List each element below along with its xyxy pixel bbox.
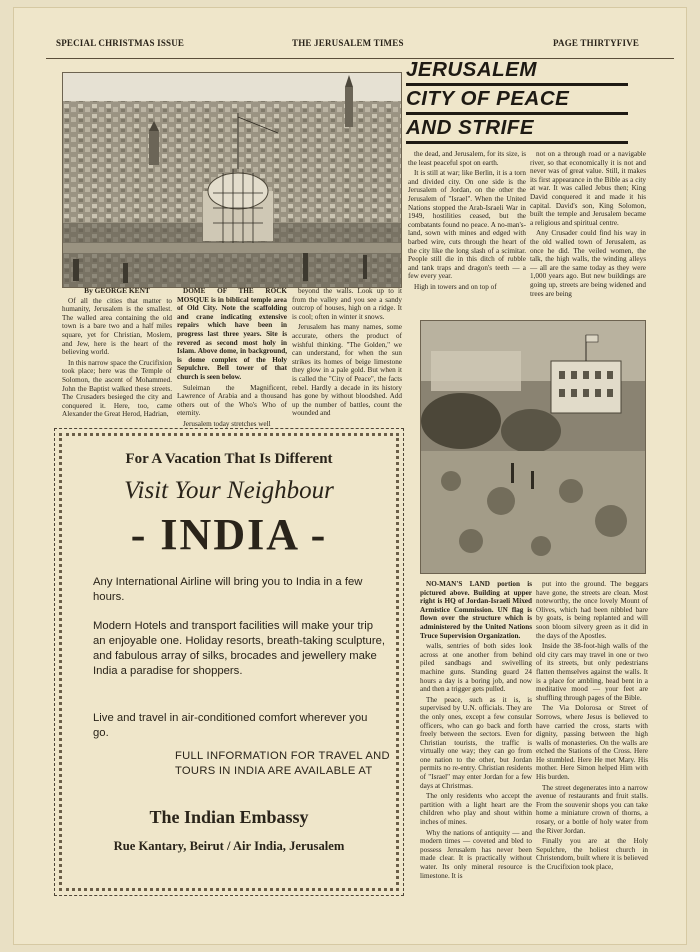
headline-rule: [406, 83, 628, 86]
article-paragraph: Finally you are at the Holy Sepulchre, the holiest church in Christendom, built where it is believed the Crucifixion took place,: [536, 837, 648, 871]
no-mans-land-photo: [420, 320, 646, 574]
headline-rule: [406, 141, 628, 144]
article-paragraph: beyond the walls. Look up to it from the valley and you see a sandy outcrop of houses, high on a ridge. It is cool; often in winter it snows.: [292, 287, 402, 321]
headline-rule: [406, 112, 628, 115]
article-paragraph: Suleiman the Magnificent, Lawrence of Arabia and a thousand others out of the Who's Who of eternity.: [177, 383, 287, 418]
article-paragraph: In this narrow space the Crucifixion took place; here was the Temple of Solomon, the ascent of Mohammed. John the Baptist walked these streets. The Crusaders besieged the city and conquered it. Here, too, came Alexander the Great Herod, Hadrian,: [62, 358, 172, 419]
article-paragraph: the dead, and Jerusalem, for its size, is the least peaceful spot on earth.: [408, 150, 526, 167]
headline: [406, 58, 628, 145]
photo-caption: DOME OF THE ROCK MOSQUE is in biblical temple area of Old City. Note the scaffolding and crane indicating extensive repairs which have been in progress last three years. Site is revered as second most holy in Islam. Above dome, in background, is dome complex of the Holy Sepulchre. Bell tower of that church is seen below.: [177, 287, 287, 381]
article-paragraph: The peace, such as it is, is supervised by U.N. officials. They are the only ones, except a few consular officers, who can go back and forth freely between the sectors. Even for Christian tourists, the traffic is virtually one way; they can go from one nation to the other, but Jordan permits no re-entry. Christian residents of "Israel" may enter Jordan for a few days at Christmas.: [420, 695, 532, 790]
headline-line-3: AND STRIFE: [406, 116, 534, 139]
headline-line-2: CITY OF PEACE: [406, 87, 570, 110]
article-column-7: [536, 580, 648, 892]
page-number: PAGE THIRTYFIVE: [553, 38, 640, 48]
ad-title: - INDIA -: [130, 510, 328, 559]
article-paragraph: Inside the 38-foot-high walls of the old city cars may travel in one or two of its streets, but only pedestrians flatten themselves against the walls. It is a place for ambling, head bent in a meditative mood — your feet are shuffling through pages of the Bible.: [536, 642, 648, 702]
article-paragraph: walls, sentries of both sides look across at one another from behind piled sandbags and swivelling machine guns. Standing guard 24 hours a day is a boring job, and now and then a trigger gets pulled.: [420, 642, 532, 694]
ad-paragraph: Any International Airline will bring you to India in a few hours.: [93, 576, 363, 603]
article-paragraph: Jerusalem today stretches well: [183, 419, 271, 428]
old-city-photo: [62, 72, 402, 288]
ad-tagline: For A Vacation That Is Different: [125, 451, 333, 467]
article-paragraph: Jerusalem has many names, some accurate, others the product of wishful thinking. "The Golden," we can understand, for when the sun strikes its homes of beige limestone they glow in a pale gold. But when it is called the "City of Peace", the facts rebel. Hardly a decade in its history has gone by without bloodshed. Add up the number of battles, count the wounded and: [292, 323, 402, 418]
article-column-4: [408, 150, 526, 314]
byline: By GEORGE KENT: [84, 286, 150, 295]
photo-caption: NO-MAN'S LAND portion is pictured above. Building at upper right is HQ of Jordan-Israeli Mixed Armistice Commission. UN flag is flown over the structure which is administered by the United Nations Truce Supervision Organization.: [420, 580, 532, 640]
india-advertisement: [54, 428, 404, 896]
article-paragraph: It is still at war; like Berlin, it is a torn and divided city. On one side is the Jerusalem of Jordan, on the other the Jerusalem of "Israel". When the United Nations stopped the Arab-Israeli War in 1949, hostilities ceased, but the combatants found no peace. A no-man's-land, sown with mines and edged with barbed wire, cuts through the heart of the city like the long slash of a scimitar. People still die in this ditch of rubble and tank traps and dragon's teeth — a few every year.: [408, 169, 526, 281]
ad-info: FULL INFORMATION FOR TRAVEL AND TOURS IN INDIA ARE AVAILABLE AT: [175, 750, 390, 777]
article-paragraph: Of all the cities that matter to humanity, Jerusalem is the smallest. The walled area containing the old town is a bare two and a half miles square, yet for Christian, Moslem, and Jew, here is the heart of the believing world.: [62, 296, 172, 357]
newspaper-title: THE JERUSALEM TIMES: [292, 38, 404, 48]
article-paragraph: not on a through road or a navigable river, so that economically it is not and never was of great value. Still, it makes its first appearance in the Bible as a city at war. It was called Jebus then; King David conquered it and made it his capital. David's son, King Solomon, built the temple and Jerusalem became a religious and spiritual centre.: [530, 150, 646, 227]
ad-address: Rue Kantary, Beirut / Air India, Jerusalem: [113, 839, 345, 853]
article-paragraph: High in towers and on top of: [414, 282, 497, 291]
section-label: SPECIAL CHRISTMAS ISSUE: [56, 38, 185, 48]
ad-embassy: The Indian Embassy: [149, 807, 309, 827]
article-paragraph: The street degenerates into a narrow avenue of restaurants and fruit stalls. From the souvenir shops you can take home a miniature crown of thorns, a rosary, or a bottle of holy water from the River Jordan.: [536, 783, 648, 835]
article-column-6: [420, 580, 532, 892]
ad-paragraph: Live and travel in air-conditioned comfort wherever you go.: [93, 712, 368, 739]
article-paragraph: Why the nations of antiquity — and modern times — coveted and bled to possess Jerusalem has never been made clear. It is practically without water. Its only mineral resource is limestone. It is: [420, 828, 532, 880]
article-paragraph: put into the ground. The beggars have gone, the streets are clean. Most noteworthy, the once lovely Mount of Olives, which had been nibbled bare by goats, is being replanted and will soon bloom silvery green as it did in the days of the Apostles.: [536, 580, 648, 640]
article-column-5: [530, 150, 646, 314]
article-column-3: [292, 287, 402, 423]
headline-line-1: JERUSALEM: [406, 58, 537, 81]
ad-paragraph: Modern Hotels and transport facilities will make your trip an enjoyable one. Holiday resorts, breath-taking sculpture, and fabulous array of silks, brocades and jewellery make India a paradise for shoppers.: [93, 620, 386, 677]
article-column-1: [62, 287, 172, 423]
article-paragraph: Any Crusader could find his way in the old walled town of Jerusalem, as once he did. The veiled women, the talk, the high walls, the winding alleys — all are the same today as they were 1,000 years ago. But new buildings are going up, streets are being widened and trees are being: [530, 229, 646, 298]
ad-subtitle: Visit Your Neighbour: [124, 477, 334, 504]
article-column-2: [177, 287, 287, 428]
article-paragraph: The only residents who accept the partition with a light heart are the children who play and shout within inches of mines.: [420, 792, 532, 827]
article-paragraph: The Via Dolorosa or Street of Sorrows, where Jesus is believed to have carried the cross, starts with dignity, passing between the high walls of monasteries. On the walls are etched the Stations of the Cross. Here He stumbled. Here He met Mary. His mother. Here Simon helped Him with His burden.: [536, 704, 648, 782]
